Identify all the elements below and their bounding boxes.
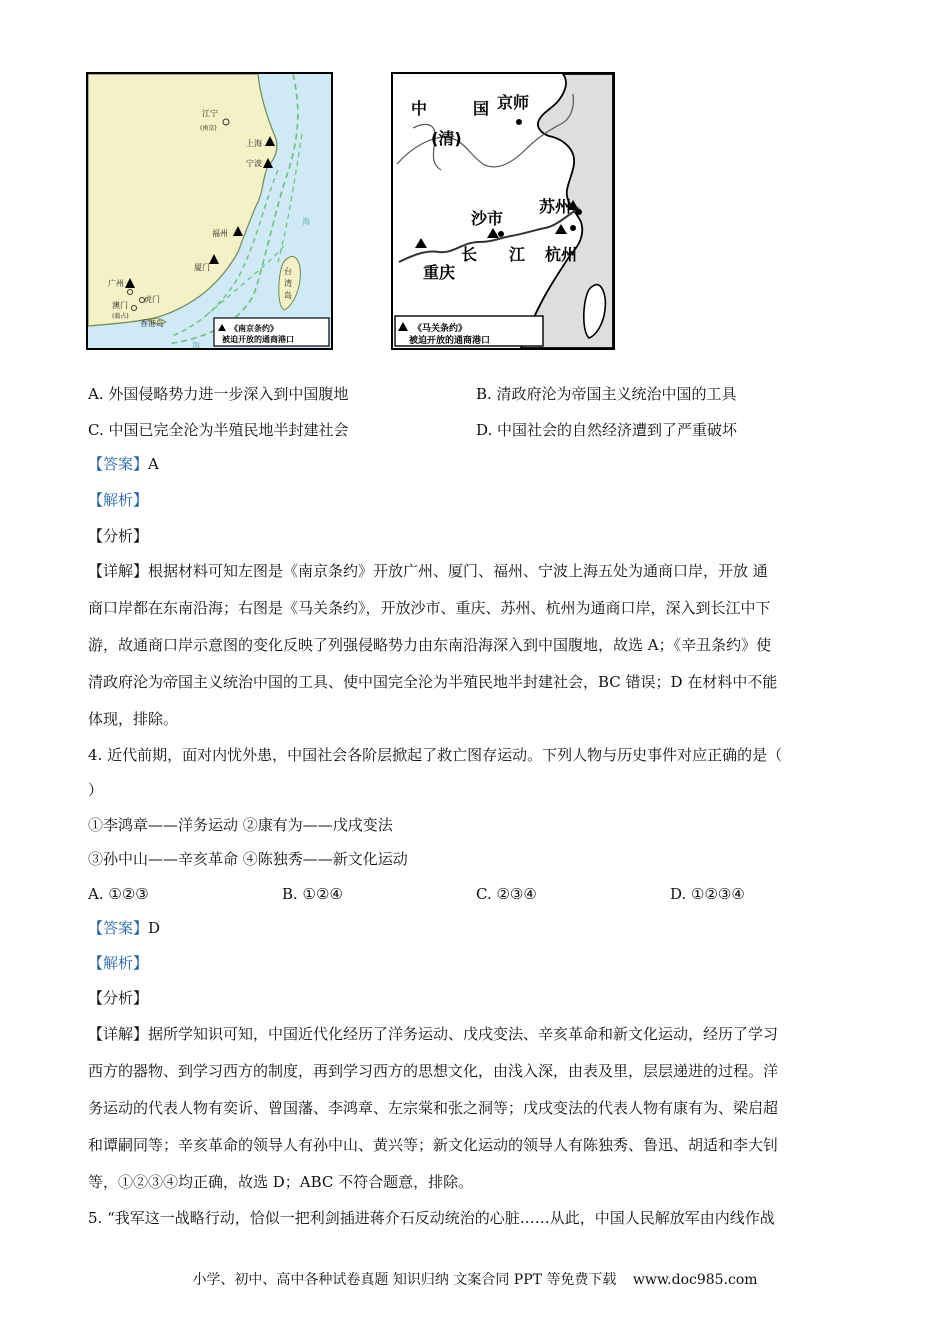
label-guangzhou: 广州 [108, 279, 124, 288]
q4-detail-line-4: 和谭嗣同等；辛亥革命的领导人有孙中山、黄兴等；新文化运动的领导人有陈独秀、鲁迅、胡适和李大钊 [88, 1136, 779, 1154]
q4-detail-line-5: 等，①②③④均正确，故选 D；ABC 不符合题意，排除。 [88, 1173, 474, 1191]
label-nanjing: (南京) [200, 125, 217, 132]
q3-answer-value: A [148, 455, 159, 473]
q3-detail-line-3: 游，故通商口岸示意图的变化反映了列强侵略势力由东南沿海深入到中国腹地，故选 A；《辛丑条约》使 [88, 636, 772, 654]
q4-detail-text-1: 据所学知识可知，中国近代化经历了洋务运动、戊戌变法、辛亥革命和新文化运动，经历了学习 [148, 1025, 779, 1043]
label-guo: 国 [473, 99, 490, 118]
q3-answer-tag: 【答案】 [88, 455, 149, 473]
q3-answer [88, 454, 159, 474]
q4-option-a: A. ①②③ [88, 885, 149, 903]
label-taiwan-2: 湾 [284, 279, 292, 288]
footer-text: 小学、初中、高中各种试卷真题 知识归纳 文案合同 PPT 等免费下载 [192, 1272, 617, 1288]
legend-left-line2: 被迫开放的通商港口 [222, 335, 294, 344]
footer-url[interactable]: www.doc985.com [632, 1272, 758, 1288]
label-sea-1: 海 [302, 217, 310, 226]
label-taiwan-3: 岛 [284, 291, 292, 300]
label-ningbo: 宁波 [246, 159, 262, 168]
q3-option-b: B. 清政府沦为帝国主义统治中国的工具 [476, 385, 737, 403]
shashi-dot [498, 231, 504, 237]
page-footer [0, 1269, 950, 1289]
q4-detail-line-1 [88, 1024, 778, 1044]
q4-option-c: C. ②③④ [476, 885, 537, 903]
q4-stem-line-1: 4. 近代前期，面对内忧外患，中国社会各阶层掀起了救亡图存运动。下列人物与历史事件对应正确的是（ [88, 746, 783, 764]
label-macau: 澳门 [112, 301, 128, 310]
map-maguan-svg [393, 74, 613, 348]
map-nanjing-svg [88, 74, 331, 348]
label-jiangning: 江宁 [202, 109, 218, 118]
q4-item-line-2: ③孙中山——辛亥革命 ④陈独秀——新文化运动 [88, 850, 408, 868]
q4-detail-tag: 【详解】 [88, 1025, 149, 1043]
label-jiang: 江 [509, 245, 526, 264]
label-qing: (清) [431, 129, 462, 148]
legend-right-line1: 《马关条约》 [413, 324, 468, 334]
q4-jiexi-tag: 【解析】 [88, 954, 149, 972]
label-macau-sub: (葡占) [112, 313, 129, 320]
q4-option-d: D. ①②③④ [670, 885, 745, 903]
q4-answer-value: D [148, 919, 161, 937]
q3-detail-line-2: 商口岸都在东南沿海；右图是《马关条约》，开放沙市、重庆、苏州、杭州为通商口岸，深入到长江中下 [88, 599, 771, 617]
q4-fenxi: 【分析】 [88, 989, 149, 1007]
label-jingshi: 京师 [497, 93, 530, 112]
q4-answer [88, 918, 160, 938]
label-hongkong: 香港岛 [140, 319, 164, 328]
label-fuzhou: 福州 [212, 229, 228, 238]
q3-detail-tag: 【详解】 [88, 562, 149, 580]
q3-detail-text-1: 根据材料可知左图是《南京条约》开放广州、厦门、福州、宁波上海五处为通商口岸，开放 通 [148, 562, 768, 580]
label-shashi: 沙市 [471, 209, 504, 228]
q4-stem-line-2: ） [88, 781, 104, 799]
label-hangzhou: 杭州 [545, 245, 578, 264]
map-nanjing-treaty [86, 72, 333, 350]
q4-option-b: B. ①②④ [282, 885, 343, 903]
q4-answer-tag: 【答案】 [88, 919, 149, 937]
q3-detail-line-5: 体现，排除。 [88, 710, 179, 728]
q3-detail-line-4: 清政府沦为帝国主义统治中国的工具、使中国完全沦为半殖民地半封建社会，BC 错误；D 在材料中不能 [88, 673, 778, 691]
q4-item-line-1: ①李鸿章——洋务运动 ②康有为——戊戌变法 [88, 816, 393, 834]
hangzhou-dot [570, 225, 576, 231]
q3-option-c: C. 中国已完全沦为半殖民地半封建社会 [88, 421, 349, 439]
label-suzhou: 苏州 [539, 197, 572, 216]
label-chongqing: 重庆 [423, 263, 456, 282]
q3-option-d: D. 中国社会的自然经济遭到了严重破坏 [476, 421, 738, 439]
label-shanghai: 上海 [246, 139, 262, 148]
label-sea-2: 海 [192, 341, 200, 348]
label-xiamen: 厦门 [194, 263, 210, 272]
legend-left-line1: 《南京条约》 [230, 324, 278, 333]
q4-detail-line-3: 务运动的代表人物有奕䜣、曾国藩、李鸿章、左宗棠和张之洞等；戊戌变法的代表人物有康有为、梁启超 [88, 1099, 779, 1117]
q5-stem: 5. “我军这一战略行动，恰似一把利剑插进蒋介石反动统治的心脏……从此，中国人民解放军由内线作战 [88, 1209, 775, 1227]
legend-right-line2: 被迫开放的通商港口 [409, 336, 491, 346]
q3-detail-line-1 [88, 561, 768, 581]
q3-fenxi: 【分析】 [88, 527, 149, 545]
label-zhong: 中 [411, 99, 428, 118]
label-humen: 虎门 [144, 295, 160, 304]
q4-detail-line-2: 西方的器物、到学习西方的制度，再到学习西方的思想文化，由浅入深，由表及里，层层递进的过程。洋 [88, 1062, 779, 1080]
label-taiwan-1: 台 [284, 267, 292, 276]
q3-option-a: A. 外国侵略势力进一步深入到中国腹地 [88, 385, 349, 403]
jingshi-marker [516, 119, 522, 125]
map-maguan-treaty [391, 72, 615, 350]
q3-jiexi-tag: 【解析】 [88, 491, 149, 509]
label-chang: 长 [461, 245, 478, 264]
